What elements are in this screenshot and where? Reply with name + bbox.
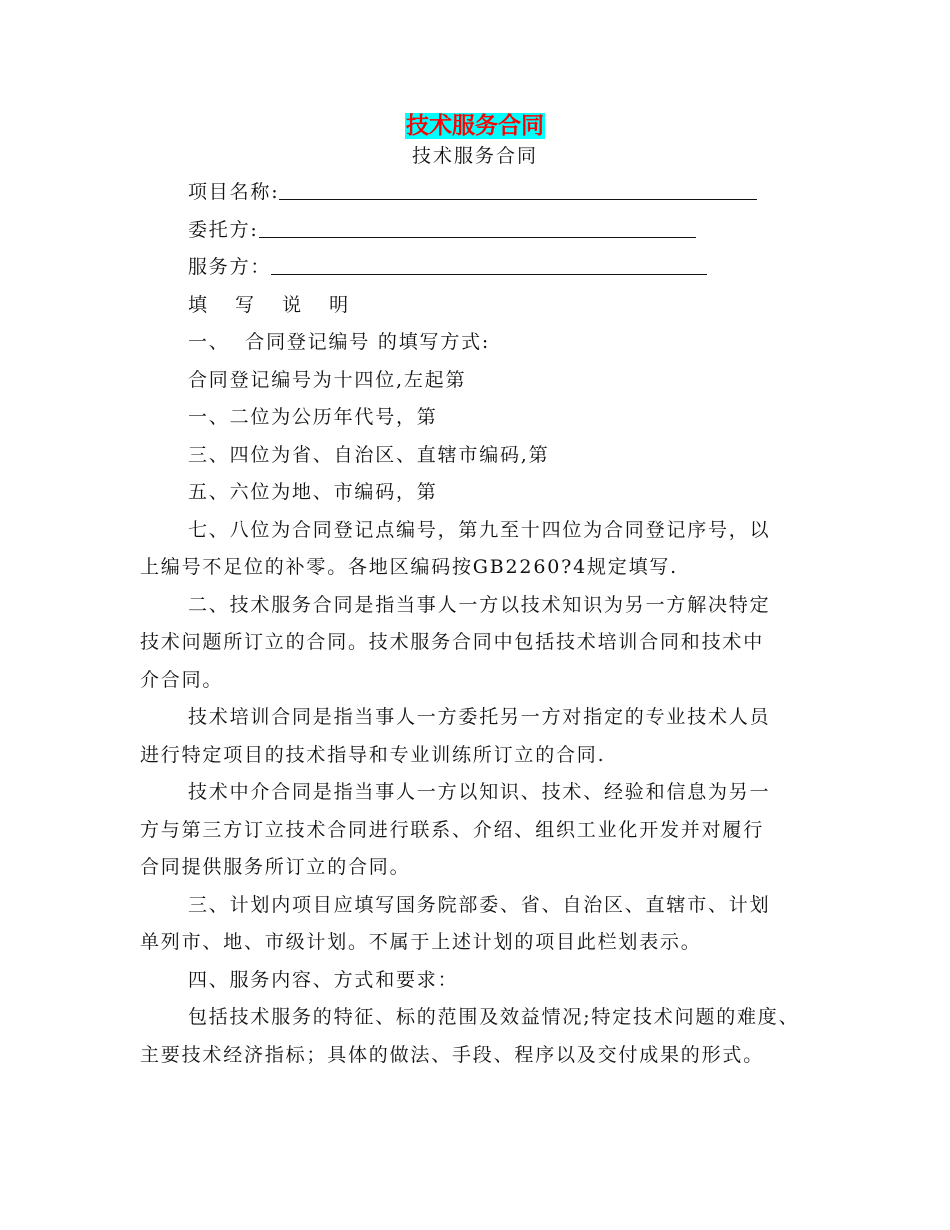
paragraph-line: 上编号不足位的补零。各地区编码按GB2260?4规定填写. <box>140 556 679 578</box>
provider-blank <box>271 254 707 275</box>
document-title <box>0 111 950 141</box>
paragraph-line: 单列市、地、市级计划。不属于上述计划的项目此栏划表示。 <box>140 931 702 953</box>
project-name-label: 项目名称: <box>188 181 280 203</box>
paragraph-line: 合同登记编号为十四位,左起第 <box>188 368 467 391</box>
paragraph-line: 一、二位为公历年代号，第 <box>188 406 438 428</box>
paragraph-line: 三、四位为省、自治区、直辖市编码,第 <box>188 443 550 466</box>
document-title-text: 技术服务合同 <box>406 113 544 139</box>
paragraph-line: 技术中介合同是指当事人一方以知识、技术、经验和信息为另一 <box>188 781 771 803</box>
document-body <box>140 174 830 1074</box>
paragraph-line: 主要技术经济指标；具体的做法、手段、程序以及交付成果的形式。 <box>140 1043 765 1066</box>
provider-label: 服务方： <box>188 256 272 278</box>
client-blank <box>259 217 696 238</box>
paragraph-line: 技术问题所订立的合同。技术服务合同中包括技术培训合同和技术中 <box>140 631 765 653</box>
instructions-heading: 填 写 说 明 <box>188 293 360 316</box>
paragraph-line: 合同提供服务所订立的合同。 <box>140 856 411 878</box>
document-subtitle: 技术服务合同 <box>411 145 538 167</box>
paragraph-line: 一、 合同登记编号 的填写方式: <box>188 331 491 353</box>
project-name-blank <box>279 179 757 200</box>
paragraph-line: 三、计划内项目应填写国务院部委、省、自治区、直辖市、计划 <box>188 893 771 916</box>
paragraph-line: 七、八位为合同登记点编号，第九至十四位为合同登记序号，以 <box>188 518 771 541</box>
paragraph-line: 进行特定项目的技术指导和专业训练所订立的合同. <box>140 743 606 766</box>
paragraph-line: 二、技术服务合同是指当事人一方以技术知识为另一方解决特定 <box>188 593 771 616</box>
paragraph-line: 五、六位为地、市编码，第 <box>188 481 438 503</box>
provider-field <box>140 249 830 287</box>
paragraph-line: 介合同。 <box>140 668 224 691</box>
project-name-field <box>140 174 830 212</box>
paragraph-line: 四、服务内容、方式和要求： <box>188 968 459 991</box>
paragraph-line: 方与第三方订立技术合同进行联系、介绍、组织工业化开发并对履行 <box>140 818 765 841</box>
paragraph-line: 包括技术服务的特征、标的范围及效益情况;特定技术问题的难度、 <box>188 1006 800 1028</box>
client-field <box>140 212 830 250</box>
client-label: 委托方: <box>188 218 259 241</box>
paragraph-line: 技术培训合同是指当事人一方委托另一方对指定的专业技术人员 <box>188 706 771 728</box>
